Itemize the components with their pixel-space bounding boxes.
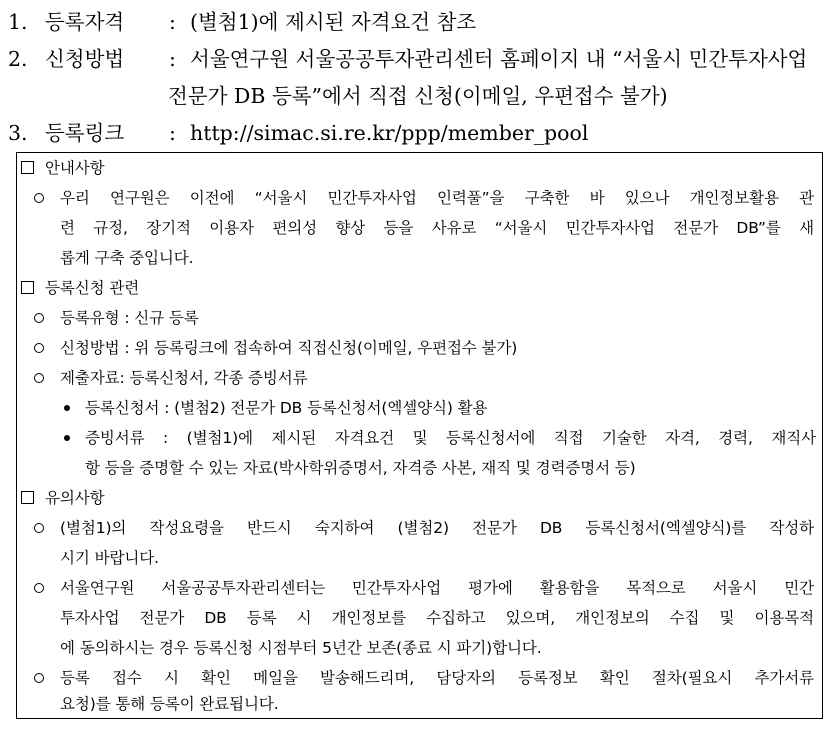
item-text: 증빙서류 : (별첨1)에 제시된 자격요건 및 등록신청서에 직접 기술한 자격, 경력, 재직사 (85, 429, 816, 447)
list-item-cont (17, 543, 822, 573)
list-item (17, 183, 822, 213)
item-text: 서울연구원 서울공공투자관리센터는 민간투자사업 평가에 활용함을 목적으로 서울시 민간 (60, 579, 814, 597)
item-number: 1. (8, 10, 28, 34)
notice-box (16, 152, 823, 719)
top-info-list (8, 4, 828, 152)
item-colon: : (169, 10, 176, 34)
item-content: 서울연구원 서울공공투자관리센터 홈페이지 내 “서울시 민간투자사업 (190, 47, 808, 71)
list-item-cont (17, 603, 822, 633)
item-text: 신청방법 : 위 등록링크에 접속하여 직접신청(이메일, 우편접수 불가) (60, 339, 518, 357)
item-colon: : (169, 121, 176, 145)
item-label: 등록링크 (45, 121, 125, 145)
section-title: 유의사항 (45, 489, 105, 507)
list-item-cont (17, 243, 822, 273)
circle-bullet-icon (34, 193, 44, 203)
info-row-link (8, 115, 828, 152)
item-text: 투자사업 전문가 DB 등록 시 개인정보를 수집하고 있으며, 개인정보의 수집 및 이용목적 (60, 609, 814, 627)
section-heading-register (17, 273, 822, 303)
item-text: 항 등을 증명할 수 있는 자료(박사학위증명서, 자격증 사본, 재직 및 경력증명서 등) (85, 459, 636, 477)
list-item (17, 303, 822, 333)
list-item-cont (17, 689, 822, 719)
checkbox-square-icon (21, 161, 34, 174)
section-heading-notice (17, 153, 822, 183)
sub-list-item-cont (17, 453, 822, 483)
list-item-cont (17, 633, 822, 663)
item-text: 우리 연구원은 이전에 “서울시 민간투자사업 인력풀”을 구축한 바 있으나 개인정보활용 관 (60, 189, 814, 207)
checkbox-square-icon (21, 281, 34, 294)
list-item (17, 573, 822, 603)
info-row-qualification (8, 4, 828, 41)
list-item (17, 513, 822, 543)
circle-bullet-icon (34, 343, 44, 353)
filled-dot-bullet-icon (64, 435, 70, 441)
item-text: 시기 바랍니다. (60, 549, 159, 567)
item-text: 등록유형 : 신규 등록 (60, 309, 199, 327)
item-text: 등록 접수 시 확인 메일을 발송해드리며, 담당자의 등록정보 확인 절차(필요시 추가서류 (60, 669, 814, 687)
item-text: 련 규정, 장기적 이용자 편의성 향상 등을 사유로 “서울시 민간투자사업 전문가 DB”를 새 (60, 219, 814, 237)
info-row-method (8, 41, 828, 78)
item-number: 2. (8, 47, 28, 71)
registration-link[interactable]: http://simac.si.re.kr/ppp/member_pool (190, 121, 589, 145)
section-title: 안내사항 (45, 159, 105, 177)
list-item (17, 333, 822, 363)
section-title: 등록신청 관련 (45, 279, 140, 297)
item-text: 에 동의하시는 경우 등록신청 시점부터 5년간 보존(종료 시 파기)합니다. (60, 639, 542, 657)
item-label: 신청방법 (45, 47, 125, 71)
item-text: (별첨1)의 작성요령을 반드시 숙지하여 (별첨2) 전문가 DB 등록신청서(엑셀양식)를 작성하 (60, 519, 814, 537)
list-item-cont (17, 213, 822, 243)
info-row-method-cont (8, 78, 828, 115)
item-text: 제출자료: 등록신청서, 각종 증빙서류 (60, 369, 308, 387)
circle-bullet-icon (34, 523, 44, 533)
item-text: 등록신청서 : (별첨2) 전문가 DB 등록신청서(엑셀양식) 활용 (85, 399, 488, 417)
item-label: 등록자격 (45, 10, 125, 34)
circle-bullet-icon (34, 583, 44, 593)
circle-bullet-icon (34, 373, 44, 383)
item-content: (별첨1)에 제시된 자격요건 참조 (190, 10, 477, 34)
section-heading-caution (17, 483, 822, 513)
filled-dot-bullet-icon (64, 405, 70, 411)
item-colon: : (169, 47, 176, 71)
list-item (17, 363, 822, 393)
item-content-continued: 전문가 DB 등록”에서 직접 신청(이메일, 우편접수 불가) (168, 84, 668, 108)
item-text: 요청)를 통해 등록이 완료됩니다. (60, 695, 279, 713)
circle-bullet-icon (34, 313, 44, 323)
item-number: 3. (8, 121, 28, 145)
sub-list-item (17, 393, 822, 423)
sub-list-item (17, 423, 822, 453)
item-text: 롭게 구축 중입니다. (60, 249, 194, 267)
checkbox-square-icon (21, 491, 34, 504)
circle-bullet-icon (34, 673, 44, 683)
